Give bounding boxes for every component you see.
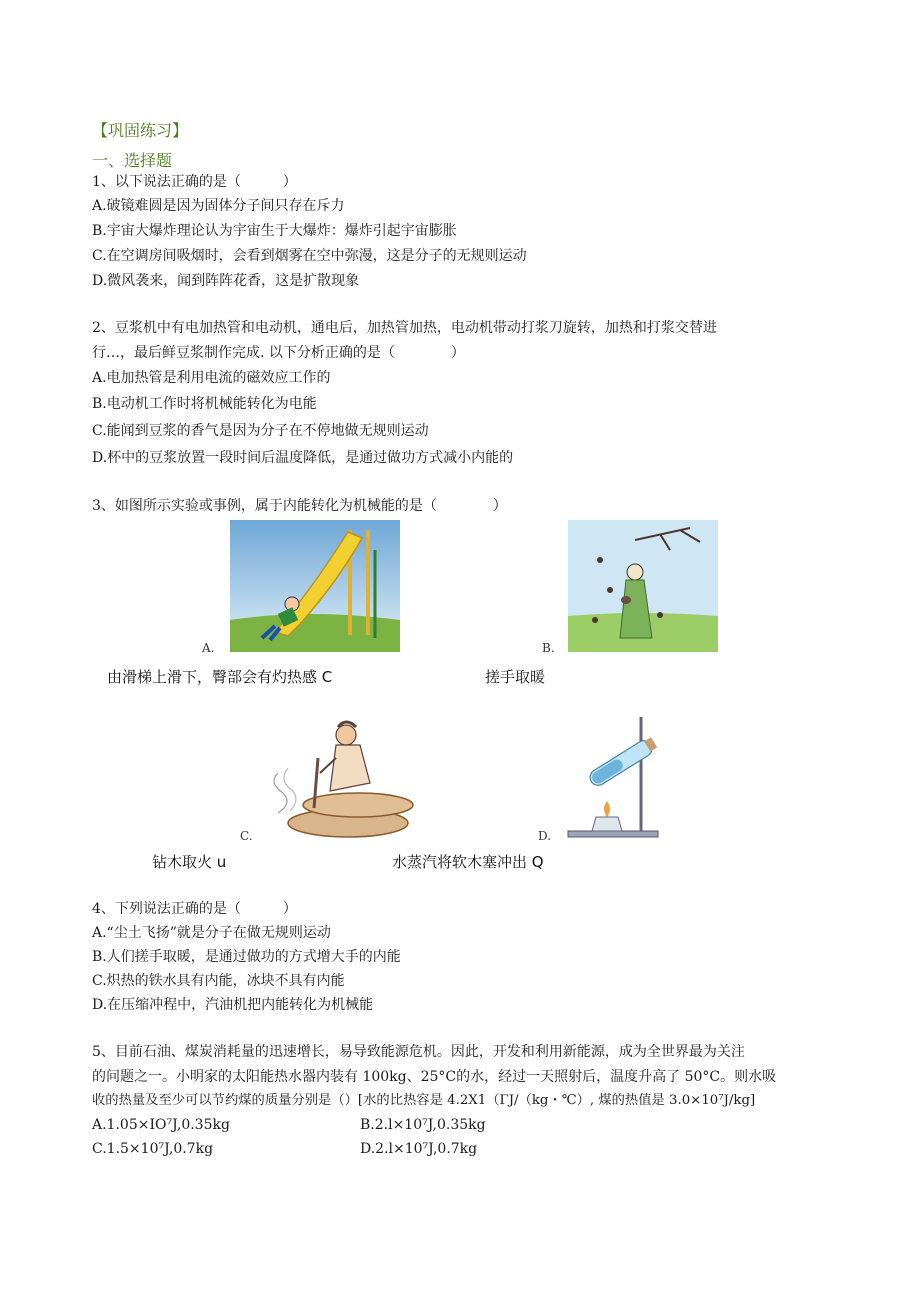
question-5-stem-line-2: 的问题之一。小明家的太阳能热水器内装有 100kg、25°C的水，经过一天照射后，温度升高了 50°C。则水吸 — [92, 1069, 777, 1085]
question-5-stem-line-1: 5、目前石油、煤炭消耗量的迅速增长，易导致能源危机。因此，开发和利用新能源，成为全世界最为关注 — [92, 1044, 745, 1060]
rubbing-hands-picture — [540, 520, 720, 662]
question-2-stem-line-2: 行…，最后鲜豆浆制作完成. 以下分析正确的是（ ） — [92, 345, 465, 361]
figure-d-caption: 水蒸汽将软木塞冲出 Q — [392, 853, 544, 871]
question-2-option-a: A.电加热管是利用电流的磁效应工作的 — [92, 370, 331, 386]
question-1-stem: 1、以下说法正确的是（ ） — [92, 174, 297, 190]
question-1-option-d: D.微风袭来，闻到阵阵花香，这是扩散现象 — [92, 273, 360, 289]
question-2-option-c: C.能闻到豆浆的香气是因为分子在不停地做无规则运动 — [92, 423, 429, 439]
question-4-option-d: D.在压缩冲程中，汽油机把内能转化为机械能 — [92, 997, 374, 1013]
figure-a-caption: 由滑梯上滑下，臀部会有灼热感 C — [107, 668, 333, 686]
question-3-stem: 3、如图所示实验或事例，属于内能转化为机械能的是（ ） — [92, 498, 507, 514]
svg-text:A.: A. — [202, 641, 215, 655]
question-1-option-c: C.在空调房间吸烟时，会看到烟雾在空中弥漫，这是分子的无规则运动 — [92, 248, 527, 264]
svg-text:D.: D. — [538, 829, 552, 843]
figure-b-caption: 搓手取暖 — [485, 668, 546, 686]
section-subtitle: 一、选择题 — [92, 151, 173, 170]
figure-c-caption: 钻木取火 u — [152, 853, 227, 871]
question-4-option-a: A.“尘土飞扬”就是分子在做无规则运动 — [92, 925, 331, 941]
section-title: 【巩固练习】 — [92, 121, 189, 140]
question-4-option-b: B.人们搓手取暖，是通过做功的方式增大手的内能 — [92, 949, 401, 965]
svg-text:C.: C. — [240, 829, 253, 843]
test-tube-picture — [536, 713, 681, 848]
question-4-option-c: C.炽热的铁水具有内能，冰块不具有内能 — [92, 973, 345, 989]
question-2-option-b: B.电动机工作时将机械能转化为电能 — [92, 396, 317, 412]
question-1-option-a: A.破镜难圆是因为固体分子间只存在斥力 — [92, 198, 345, 214]
question-1-option-b: B.宇宙大爆炸理论认为宇宙生于大爆炸：爆炸引起宇宙膨胀 — [92, 223, 457, 239]
svg-text:B.: B. — [542, 641, 555, 655]
question-4-stem: 4、下列说法正确的是（ ） — [92, 901, 297, 917]
slide-picture — [200, 520, 405, 662]
drilling-wood-picture — [238, 713, 423, 848]
question-5-option-d: D.2.l×10⁷J,0.7kg — [360, 1141, 478, 1157]
question-5-option-c: C.1.5×10⁷J,0.7kg — [92, 1141, 214, 1157]
question-5-option-a: A.1.05×IO⁷J,0.35kg — [92, 1117, 230, 1133]
question-2-stem-line-1: 2、豆浆机中有电加热管和电动机，通电后，加热管加热，电动机带动打浆刀旋转，加热和打浆交替进 — [92, 320, 717, 336]
question-5-option-b: B.2.l×10⁷J,0.35kg — [360, 1117, 486, 1133]
question-5-stem-line-3: 收的热量及至少可以节约煤的质量分别是（）[水的比热容是 4.2X1（ΓJ/（kg・℃）, 煤的热值是 3.0×10⁷J/kg] — [92, 1093, 756, 1108]
question-2-option-d: D.杯中的豆浆放置一段时间后温度降低，是通过做功方式减小内能的 — [92, 450, 514, 466]
